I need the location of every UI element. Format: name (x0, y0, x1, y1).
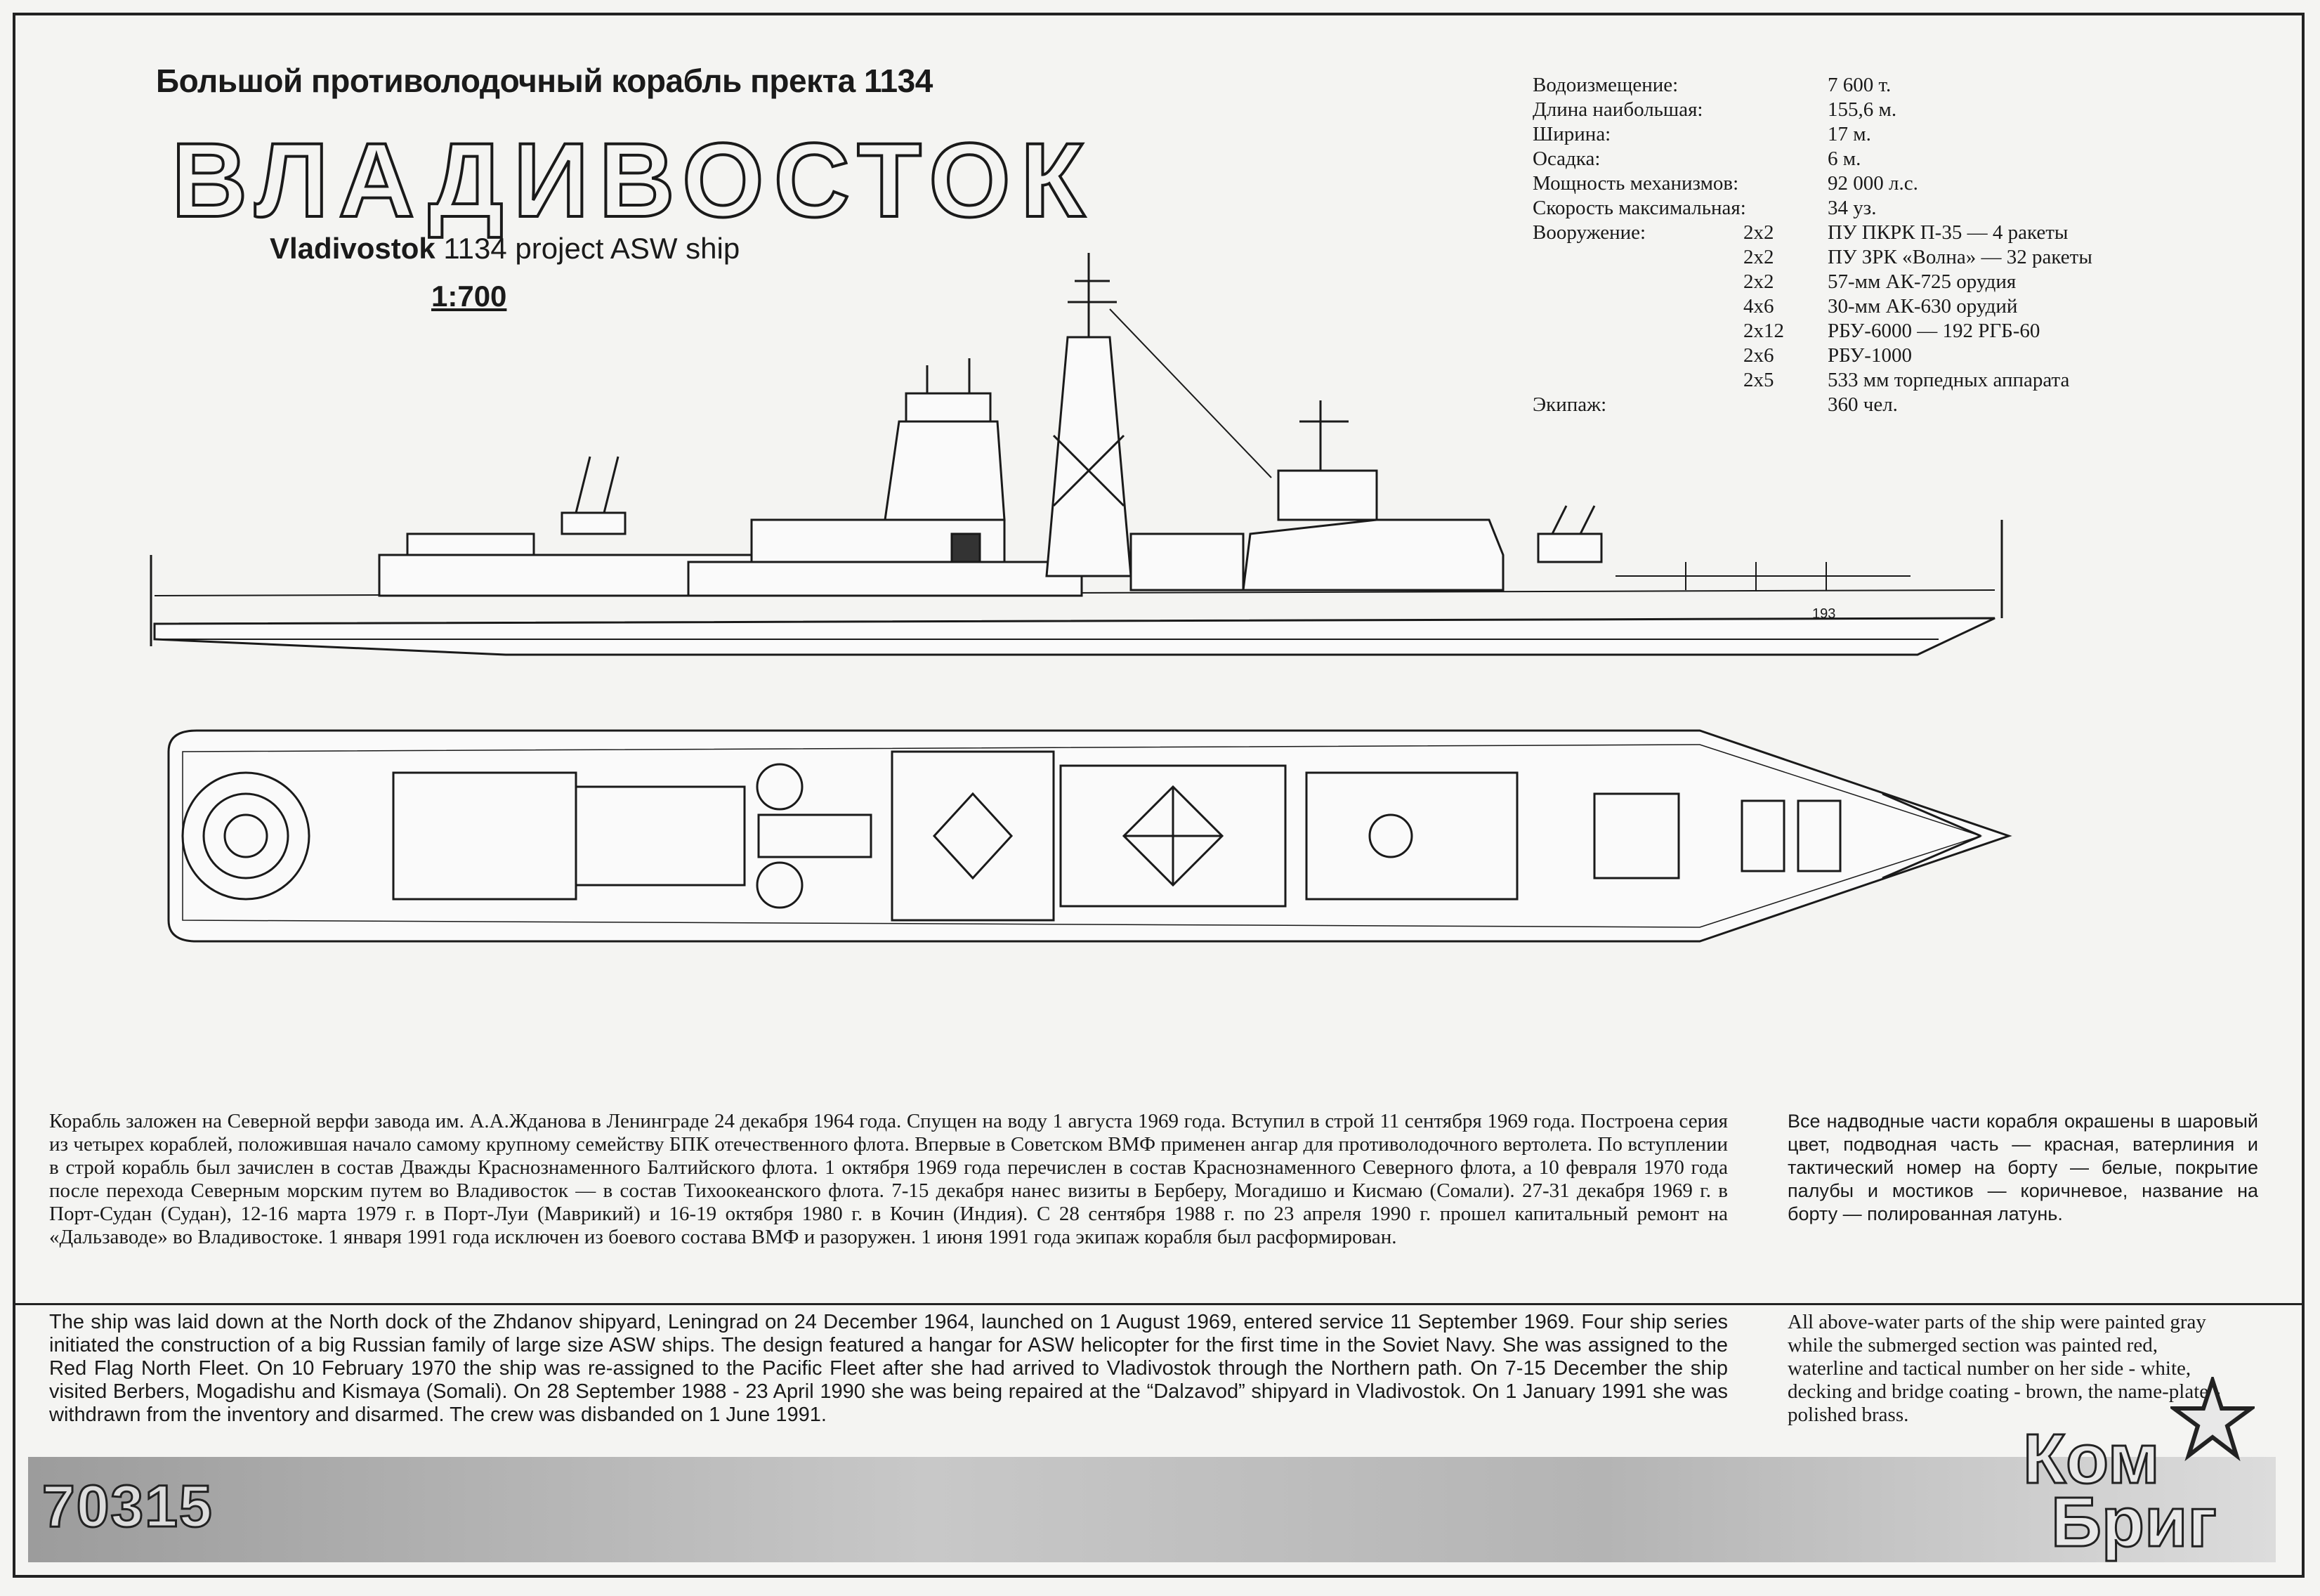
spec-value: 17 м. (1828, 123, 1871, 145)
spec-label: Экипаж: (1533, 393, 1607, 416)
subtitle-ru: Большой противолодочный корабль пректа 1134 (156, 63, 933, 99)
paint-note-ru: Все надводные части корабля окрашены в шаровый цвет, подводная часть — красная, ватерлиния и тактический номер на борту — белые, покрытие палубы и мостиков — коричневое, название на борту — полированная латунь. (1788, 1111, 2258, 1224)
scale-label: 1:700 (431, 280, 507, 313)
spec-value: 533 мм торпедных аппарата (1828, 369, 2070, 391)
logo-word-bottom: Бриг (2051, 1483, 2217, 1562)
history-ru: Корабль заложен на Северной верфи завода им. А.А.Жданова в Ленинграде 24 декабря 1964 года. Спущен на воду 1 августа 1969 года. Вступил в строй 11 сентября 1969 года. Построена серия из четырех кораблей, положившая начало самому крупному семейству БПК отечественного флота. Впервые в Советском ВМФ применен ангар для противолодочного вертолета. По вступлении в строй корабль был зачислен в состав Дважды Краснознаменного Балтийского флота. 1 октября 1969 года перечислен в состав Краснознаменного Северного флота, а 10 февраля 1970 года после перехода Северным морским путем во Владивосток — в состав Тихоокеанского флота. 7-15 декабря нанес визиты в Берберу, Могадишо и Кисмаю (Сомали). 27-31 декабря 1969 г. в Порт-Судан (Судан), 12-16 марта 1979 г. в Порт-Луи (Маврикий) и 16-19 октября 1980 г. в Кочин (Индия). С 28 сентября 1988 г. по 23 апреля 1990 г. прошел капитальный ремонт на «Дальзаводе» во Владивостоке. 1 января 1991 года исключен из боевого состава ВМФ и разоружен. 1 июня 1991 года экипаж корабля был расформирован. (49, 1110, 1728, 1248)
spec-value: 6 м. (1828, 148, 1861, 170)
spec-label: Скорость максимальная: (1533, 197, 1746, 219)
spec-qty: 2х5 (1743, 369, 1774, 391)
spec-label: Мощность механизмов: (1533, 172, 1739, 195)
spec-value: ПУ ЗРК «Волна» — 32 ракеты (1828, 246, 2092, 268)
history-en: The ship was laid down at the North dock of the Zhdanov shipyard, Leningrad on 24 December 1964, launched on 1 August 1969, entered service 11 September 1969. Four ship series initiated the construction of a big Russian family of large size ASW ships. The design featured a hangar for ASW helicopter for the first time in the Soviet Navy. She was assigned to the Red Flag North Fleet. On 10 February 1970 the ship was re-assigned to the Pacific Fleet after she had arrived to Vladivostok through the Northern path. On 7-15 December the ship visited Berbers, Mogadishu and Kismaya (Somali). On 28 September 1988 - 23 April 1990 she was being repaired at the “Dalzavod” shipyard in Vladivostok. On 1 January 1991 she was withdrawn from the inventory and disarmed. The crew was disbanded on 1 June 1991. (49, 1311, 1728, 1426)
spec-qty: 2х2 (1743, 270, 1774, 293)
spec-value: РБУ-1000 (1828, 344, 1912, 367)
catalog-number: 70315 (42, 1473, 214, 1539)
spec-value: 57-мм АК-725 орудия (1828, 270, 2017, 293)
spec-label: Длина наибольшая: (1533, 98, 1703, 121)
star-icon (2170, 1377, 2255, 1461)
hull-number-label: 193 (1812, 606, 1836, 622)
spec-value: РБУ-6000 — 192 РГБ-60 (1828, 320, 2040, 342)
spec-qty: 2х2 (1743, 221, 1774, 244)
spec-value: 34 уз. (1828, 197, 1877, 219)
spec-qty: 4х6 (1743, 295, 1774, 318)
spec-label: Водоизмещение: (1533, 74, 1679, 96)
spec-value: ПУ ПКРК П-35 — 4 ракеты (1828, 221, 2069, 244)
ship-top-plan-icon (155, 724, 2023, 948)
spec-label: Осадка: (1533, 148, 1601, 170)
footer-band (28, 1457, 2276, 1562)
spec-qty: 2х2 (1743, 246, 1774, 268)
spec-value: 92 000 л.с. (1828, 172, 1918, 195)
paint-note-en: All above-water parts of the ship were painted gray while the submerged section was painted red, waterline and tactical number on her side - white, decking and bridge coating - brown, the name-plate - polished brass. (1788, 1311, 2221, 1426)
spec-label: Вооружение: (1533, 221, 1646, 244)
english-name-rest: 1134 project ASW ship (435, 232, 740, 265)
spec-label: Ширина: (1533, 123, 1611, 145)
spec-qty: 2х12 (1743, 320, 1784, 342)
spec-value: 7 600 т. (1828, 74, 1892, 96)
section-divider (15, 1303, 2302, 1305)
ship-side-profile-icon (140, 225, 2023, 674)
spec-value: 155,6 м. (1828, 98, 1897, 121)
spec-value: 30-мм АК-630 орудий (1828, 295, 2018, 318)
spec-value: 360 чел. (1828, 393, 1898, 416)
spec-qty: 2х6 (1743, 344, 1774, 367)
logo-word-top: Ком (2023, 1420, 2160, 1498)
english-name: Vladivostok (270, 232, 435, 265)
kombrig-logo (2023, 1377, 2262, 1566)
ship-name-title: ВЛАДИВОСТОК (171, 121, 1095, 239)
